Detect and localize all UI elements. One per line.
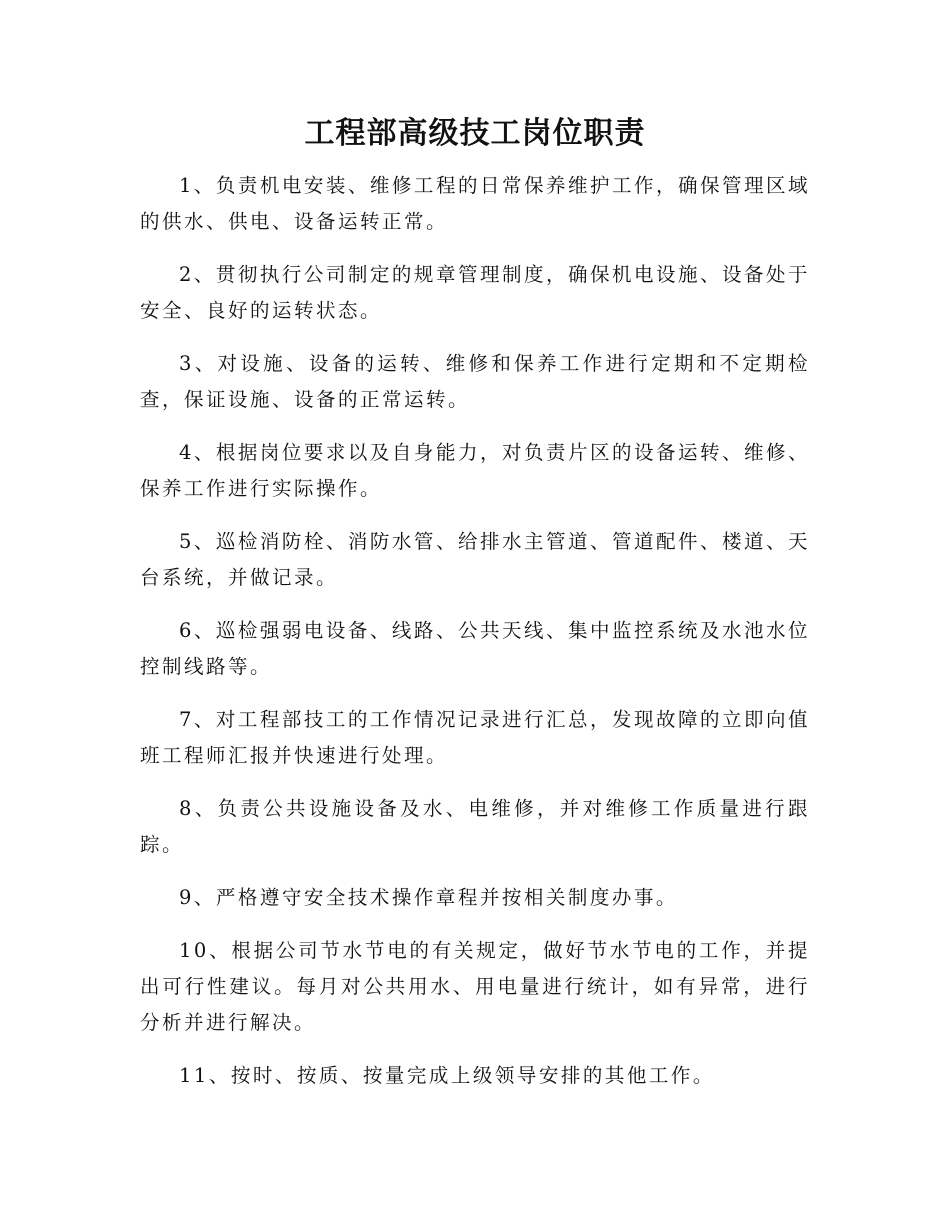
document-title: 工程部高级技工岗位职责: [304, 116, 646, 151]
duty-item-5: 5、巡检消防栓、消防水管、给排水主管道、管道配件、楼道、天台系统，并做记录。: [140, 530, 810, 589]
duty-item-6: 6、巡检强弱电设备、线路、公共天线、集中监控系统及水池水位控制线路等。: [140, 619, 810, 678]
duty-item-10: 10、根据公司节水节电的有关规定，做好节水节电的工作，并提出可行性建议。每月对公共用水、用电量进行统计，如有异常，进行分析并进行解决。: [140, 939, 810, 1034]
duty-item-4: 4、根据岗位要求以及自身能力，对负责片区的设备运转、维修、保养工作进行实际操作。: [140, 441, 810, 500]
duty-item-3: 3、对设施、设备的运转、维修和保养工作进行定期和不定期检查，保证设施、设备的正常运转。: [140, 352, 810, 411]
duty-item-8: 8、负责公共设施设备及水、电维修，并对维修工作质量进行跟踪。: [140, 797, 810, 856]
duty-item-2: 2、贯彻执行公司制定的规章管理制度，确保机电设施、设备处于安全、良好的运转状态。: [140, 263, 810, 322]
duty-item-1: 1、负责机电安装、维修工程的日常保养维护工作，确保管理区域的供水、供电、设备运转正常。: [140, 174, 810, 233]
duty-item-7: 7、对工程部技工的工作情况记录进行汇总，发现故障的立即向值班工程师汇报并快速进行处理。: [140, 708, 810, 767]
duty-item-11: 11、按时、按质、按量完成上级领导安排的其他工作。: [179, 1064, 715, 1087]
duty-item-9: 9、严格遵守安全技术操作章程并按相关制度办事。: [179, 886, 678, 909]
duty-list: [140, 168, 810, 1094]
